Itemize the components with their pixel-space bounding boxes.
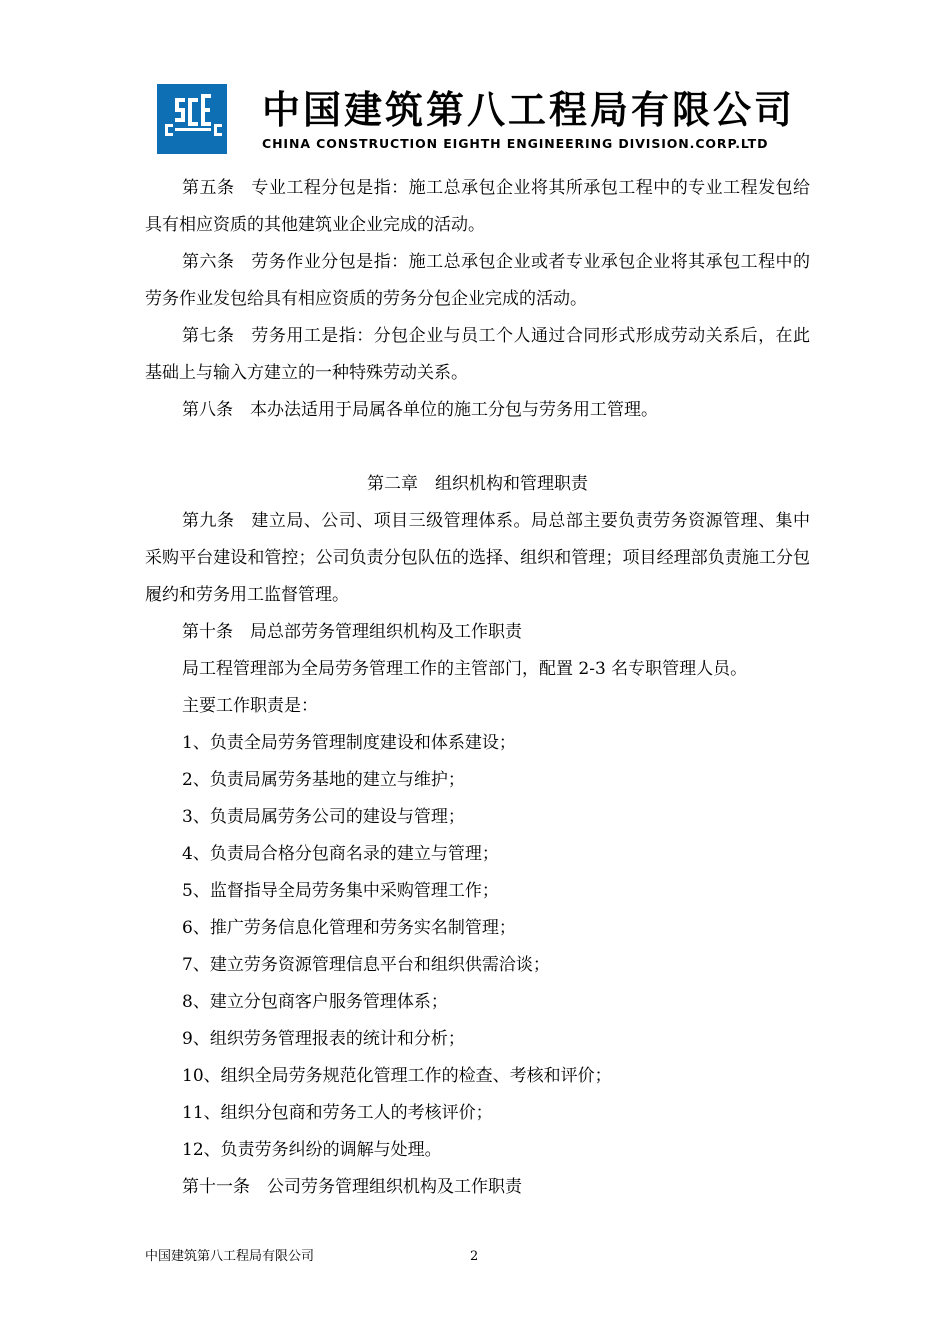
duty-item: 1、负责全局劳务管理制度建设和体系建设； (182, 733, 516, 753)
chapter-title: 组织机构和管理职责 (435, 474, 588, 494)
article-label: 第六条 (182, 252, 235, 272)
company-logo (157, 84, 227, 154)
company-name-cn: 中国建筑第八工程局有限公司 (262, 88, 796, 132)
article-text: 专业工程分包是指：施工总承包企业将其所承包工程中的专业工程发包给具有相应资质的其他建筑业企业完成的活动。 (145, 178, 811, 235)
article-label: 第五条 (182, 178, 235, 198)
duty-item: 11、组织分包商和劳务工人的考核评价； (182, 1103, 493, 1123)
article-8 (145, 392, 810, 429)
duties-intro: 主要工作职责是： (182, 696, 318, 716)
duty-item: 8、建立分包商客户服务管理体系； (182, 992, 448, 1012)
chapter-heading (145, 466, 810, 503)
article-label: 第七条 (182, 326, 235, 346)
cscec-logo-mark (157, 84, 227, 154)
duty-item: 3、负责局属劳务公司的建设与管理； (182, 807, 465, 827)
article-10 (145, 614, 810, 651)
article-5 (145, 170, 810, 244)
duty-item: 9、组织劳务管理报表的统计和分析； (182, 1029, 465, 1049)
article-text: 本办法适用于局属各单位的施工分包与劳务用工管理。 (250, 400, 658, 420)
article-label: 第十一条 (182, 1177, 250, 1197)
duty-item: 12、负责劳务纠纷的调解与处理。 (182, 1140, 442, 1160)
document-body (145, 170, 810, 1206)
duty-item: 2、负责局属劳务基地的建立与维护； (182, 770, 465, 790)
article-6 (145, 244, 810, 318)
article-11 (145, 1169, 810, 1206)
article-text: 公司劳务管理组织机构及工作职责 (267, 1177, 522, 1197)
page-number: 2 (470, 1249, 479, 1264)
article-text: 建立局、公司、项目三级管理体系。局总部主要负责劳务资源管理、集中采购平台建设和管控；公司负责分包队伍的选择、组织和管理；项目经理部负责施工分包履约和劳务用工监督管理。 (145, 511, 811, 605)
article-9 (145, 503, 810, 614)
duty-item: 5、监督指导全局劳务集中采购管理工作； (182, 881, 499, 901)
duty-item: 6、推广劳务信息化管理和劳务实名制管理； (182, 918, 516, 938)
footer-company: 中国建筑第八工程局有限公司 (145, 1249, 315, 1264)
article-label: 第九条 (182, 511, 235, 531)
duty-item: 10、组织全局劳务规范化管理工作的检查、考核和评价； (182, 1066, 612, 1086)
article-label: 第八条 (182, 400, 233, 420)
company-name-en: CHINA CONSTRUCTION EIGHTH ENGINEERING DIVISION.CORP.LTD (262, 136, 769, 151)
page-header (157, 84, 797, 156)
article-text: 劳务用工是指：分包企业与员工个人通过合同形式形成劳动关系后，在此基础上与输入方建立的一种特殊劳动关系。 (145, 326, 811, 383)
article-text: 局总部劳务管理组织机构及工作职责 (250, 622, 522, 642)
article-7 (145, 318, 810, 392)
duty-item: 4、负责局合格分包商名录的建立与管理； (182, 844, 499, 864)
article-label: 第十条 (182, 622, 233, 642)
article-text: 劳务作业分包是指：施工总承包企业或者专业承包企业将其承包工程中的劳务作业发包给具有相应资质的劳务分包企业完成的活动。 (145, 252, 811, 309)
duty-item: 7、建立劳务资源管理信息平台和组织供需洽谈； (182, 955, 550, 975)
article-10-description: 局工程管理部为全局劳务管理工作的主管部门，配置 2-3 名专职管理人员。 (182, 659, 748, 679)
chapter-number: 第二章 (367, 474, 418, 494)
